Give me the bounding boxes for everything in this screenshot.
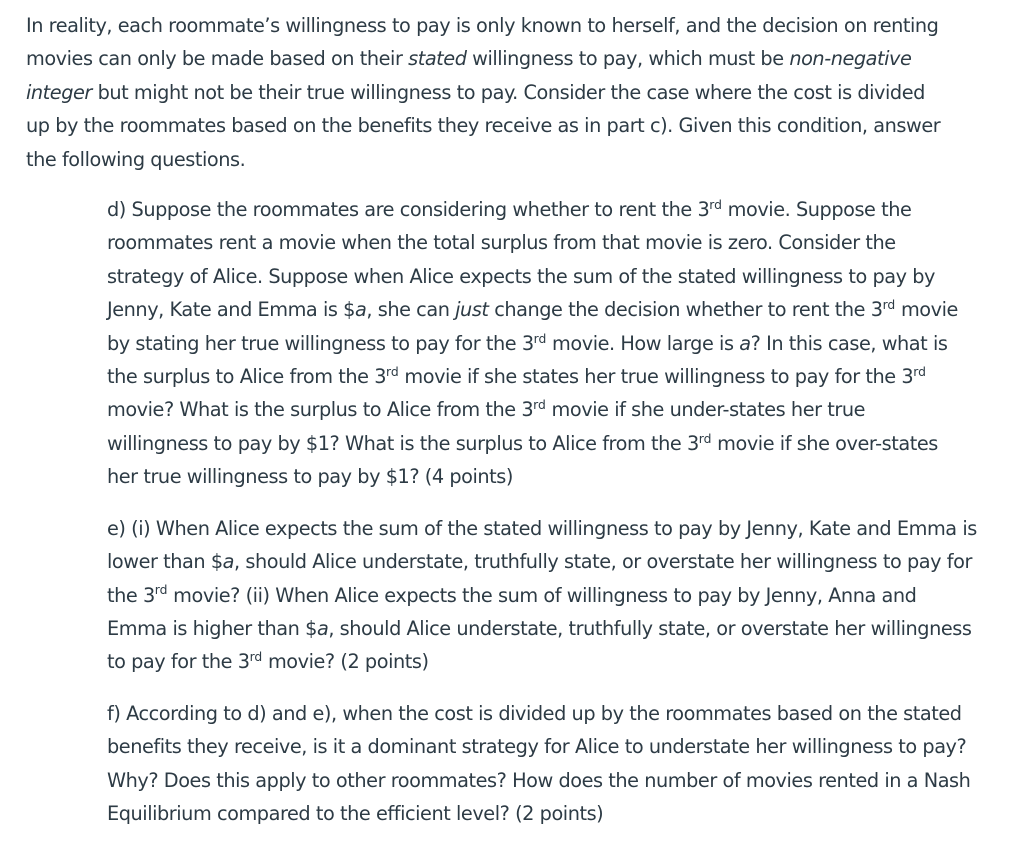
text-run: ? In this case, what is bbox=[750, 331, 948, 355]
text-run: the following questions. bbox=[26, 147, 246, 171]
superscript-run: rd bbox=[882, 298, 896, 313]
text-line bbox=[26, 42, 1004, 75]
text-run: movie? (2 points) bbox=[262, 650, 429, 674]
text-line bbox=[107, 260, 1024, 293]
text-line bbox=[107, 327, 1024, 360]
text-run: movie. How large is bbox=[546, 331, 740, 355]
text-line bbox=[107, 193, 1024, 226]
italic-run: stated bbox=[408, 47, 467, 71]
text-run: to pay for the 3 bbox=[107, 650, 250, 674]
text-run: movie? What is the surplus to Alice from the 3 bbox=[107, 398, 534, 422]
text-run: , should Alice understate, truthfully state, or overstate her willingness to pay for bbox=[234, 550, 972, 574]
text-run: movie? (ii) When Alice expects the sum of willingness to pay by Jenny, Anna and bbox=[167, 583, 917, 607]
italic-run: a bbox=[316, 616, 329, 640]
text-line bbox=[107, 612, 1024, 645]
superscript-run: rd bbox=[386, 364, 399, 379]
text-run: by stating her true willingness to pay for the 3 bbox=[107, 331, 534, 355]
text-line bbox=[107, 697, 1024, 730]
text-run: , should Alice understate, truthfully state, or overstate her willingness bbox=[328, 616, 972, 640]
text-run: movie if she under-states her true bbox=[545, 398, 866, 422]
text-run: Emma is higher than $ bbox=[107, 616, 317, 640]
text-line bbox=[107, 293, 1024, 326]
intro-paragraph bbox=[26, 9, 1004, 176]
italic-run: non-negative bbox=[789, 47, 912, 71]
text-run: Jenny, Kate and Emma is $ bbox=[107, 298, 355, 322]
text-line bbox=[107, 360, 1024, 393]
text-run: the surplus to Alice from the 3 bbox=[107, 365, 387, 389]
text-run: e) (i) When Alice expects the sum of the stated willingness to pay by Jenny, Kate and Emma is bbox=[107, 516, 977, 540]
text-run: movies can only be made based on their bbox=[26, 47, 409, 71]
text-run: Why? Does this apply to other roommates? How does the number of movies rented in a Nash bbox=[107, 768, 971, 792]
text-run: strategy of Alice. Suppose when Alice expects the sum of the stated willingness to pay by bbox=[107, 264, 936, 288]
text-line bbox=[107, 226, 1024, 259]
text-run: lower than $ bbox=[107, 550, 223, 574]
question-f-paragraph bbox=[107, 697, 1024, 831]
italic-run: integer bbox=[26, 80, 92, 104]
text-line bbox=[107, 579, 1024, 612]
text-line bbox=[107, 393, 1024, 426]
superscript-run: rd bbox=[533, 398, 546, 413]
text-run: movie if she over-states bbox=[711, 431, 938, 455]
italic-run: just bbox=[455, 298, 489, 322]
text-line bbox=[107, 645, 1024, 678]
text-line bbox=[107, 460, 1024, 493]
text-run: movie. Suppose the bbox=[721, 198, 912, 222]
text-run: Equilibrium compared to the efficient level? (2 points) bbox=[107, 801, 604, 825]
text-run: movie bbox=[895, 298, 958, 322]
text-run: up by the roommates based on the benefits they receive as in part c). Given this condition, answer bbox=[26, 114, 941, 138]
text-run: willingness to pay by $1? What is the surplus to Alice from the 3 bbox=[107, 431, 699, 455]
text-line bbox=[26, 143, 1004, 176]
text-line bbox=[107, 797, 1024, 830]
text-run: willingness to pay, which must be bbox=[466, 47, 790, 71]
text-run: change the decision whether to rent the 3 bbox=[488, 298, 883, 322]
text-line bbox=[26, 76, 1004, 109]
text-run: movie if she states her true willingness to pay for the 3 bbox=[398, 365, 914, 389]
italic-run: a bbox=[354, 298, 367, 322]
superscript-run: rd bbox=[154, 583, 168, 598]
text-line bbox=[26, 9, 1004, 42]
text-line bbox=[26, 109, 1004, 142]
text-line bbox=[107, 427, 1024, 460]
text-line bbox=[107, 545, 1024, 578]
question-d-paragraph bbox=[107, 193, 1024, 494]
italic-run: a bbox=[222, 550, 235, 574]
text-run: In reality, each roommate’s willingness to pay is only known to herself, and the decision on renting bbox=[26, 14, 939, 37]
text-run: f) According to d) and e), when the cost is divided up by the roommates based on the stated bbox=[107, 701, 962, 725]
superscript-run: rd bbox=[533, 331, 547, 346]
text-run: her true willingness to pay by $1? (4 points) bbox=[107, 465, 513, 489]
superscript-run: rd bbox=[913, 364, 926, 379]
text-run: , she can bbox=[366, 298, 456, 322]
superscript-run: rd bbox=[698, 431, 712, 446]
text-run: the 3 bbox=[107, 583, 155, 607]
text-line bbox=[107, 764, 1024, 797]
text-run: roommates rent a movie when the total surplus from that movie is zero. Consider the bbox=[107, 231, 896, 255]
text-line bbox=[107, 730, 1024, 763]
text-run: but might not be their true willingness to pay. Consider the case where the cost is divided bbox=[91, 80, 925, 104]
italic-run: a bbox=[739, 331, 751, 355]
text-line bbox=[107, 512, 1024, 545]
text-run: benefits they receive, is it a dominant strategy for Alice to understate her willingness to pay? bbox=[107, 735, 967, 759]
superscript-run: rd bbox=[249, 650, 263, 665]
text-run: d) Suppose the roommates are considering whether to rent the 3 bbox=[107, 198, 710, 222]
question-e-paragraph bbox=[107, 512, 1024, 679]
superscript-run: rd bbox=[709, 197, 722, 212]
